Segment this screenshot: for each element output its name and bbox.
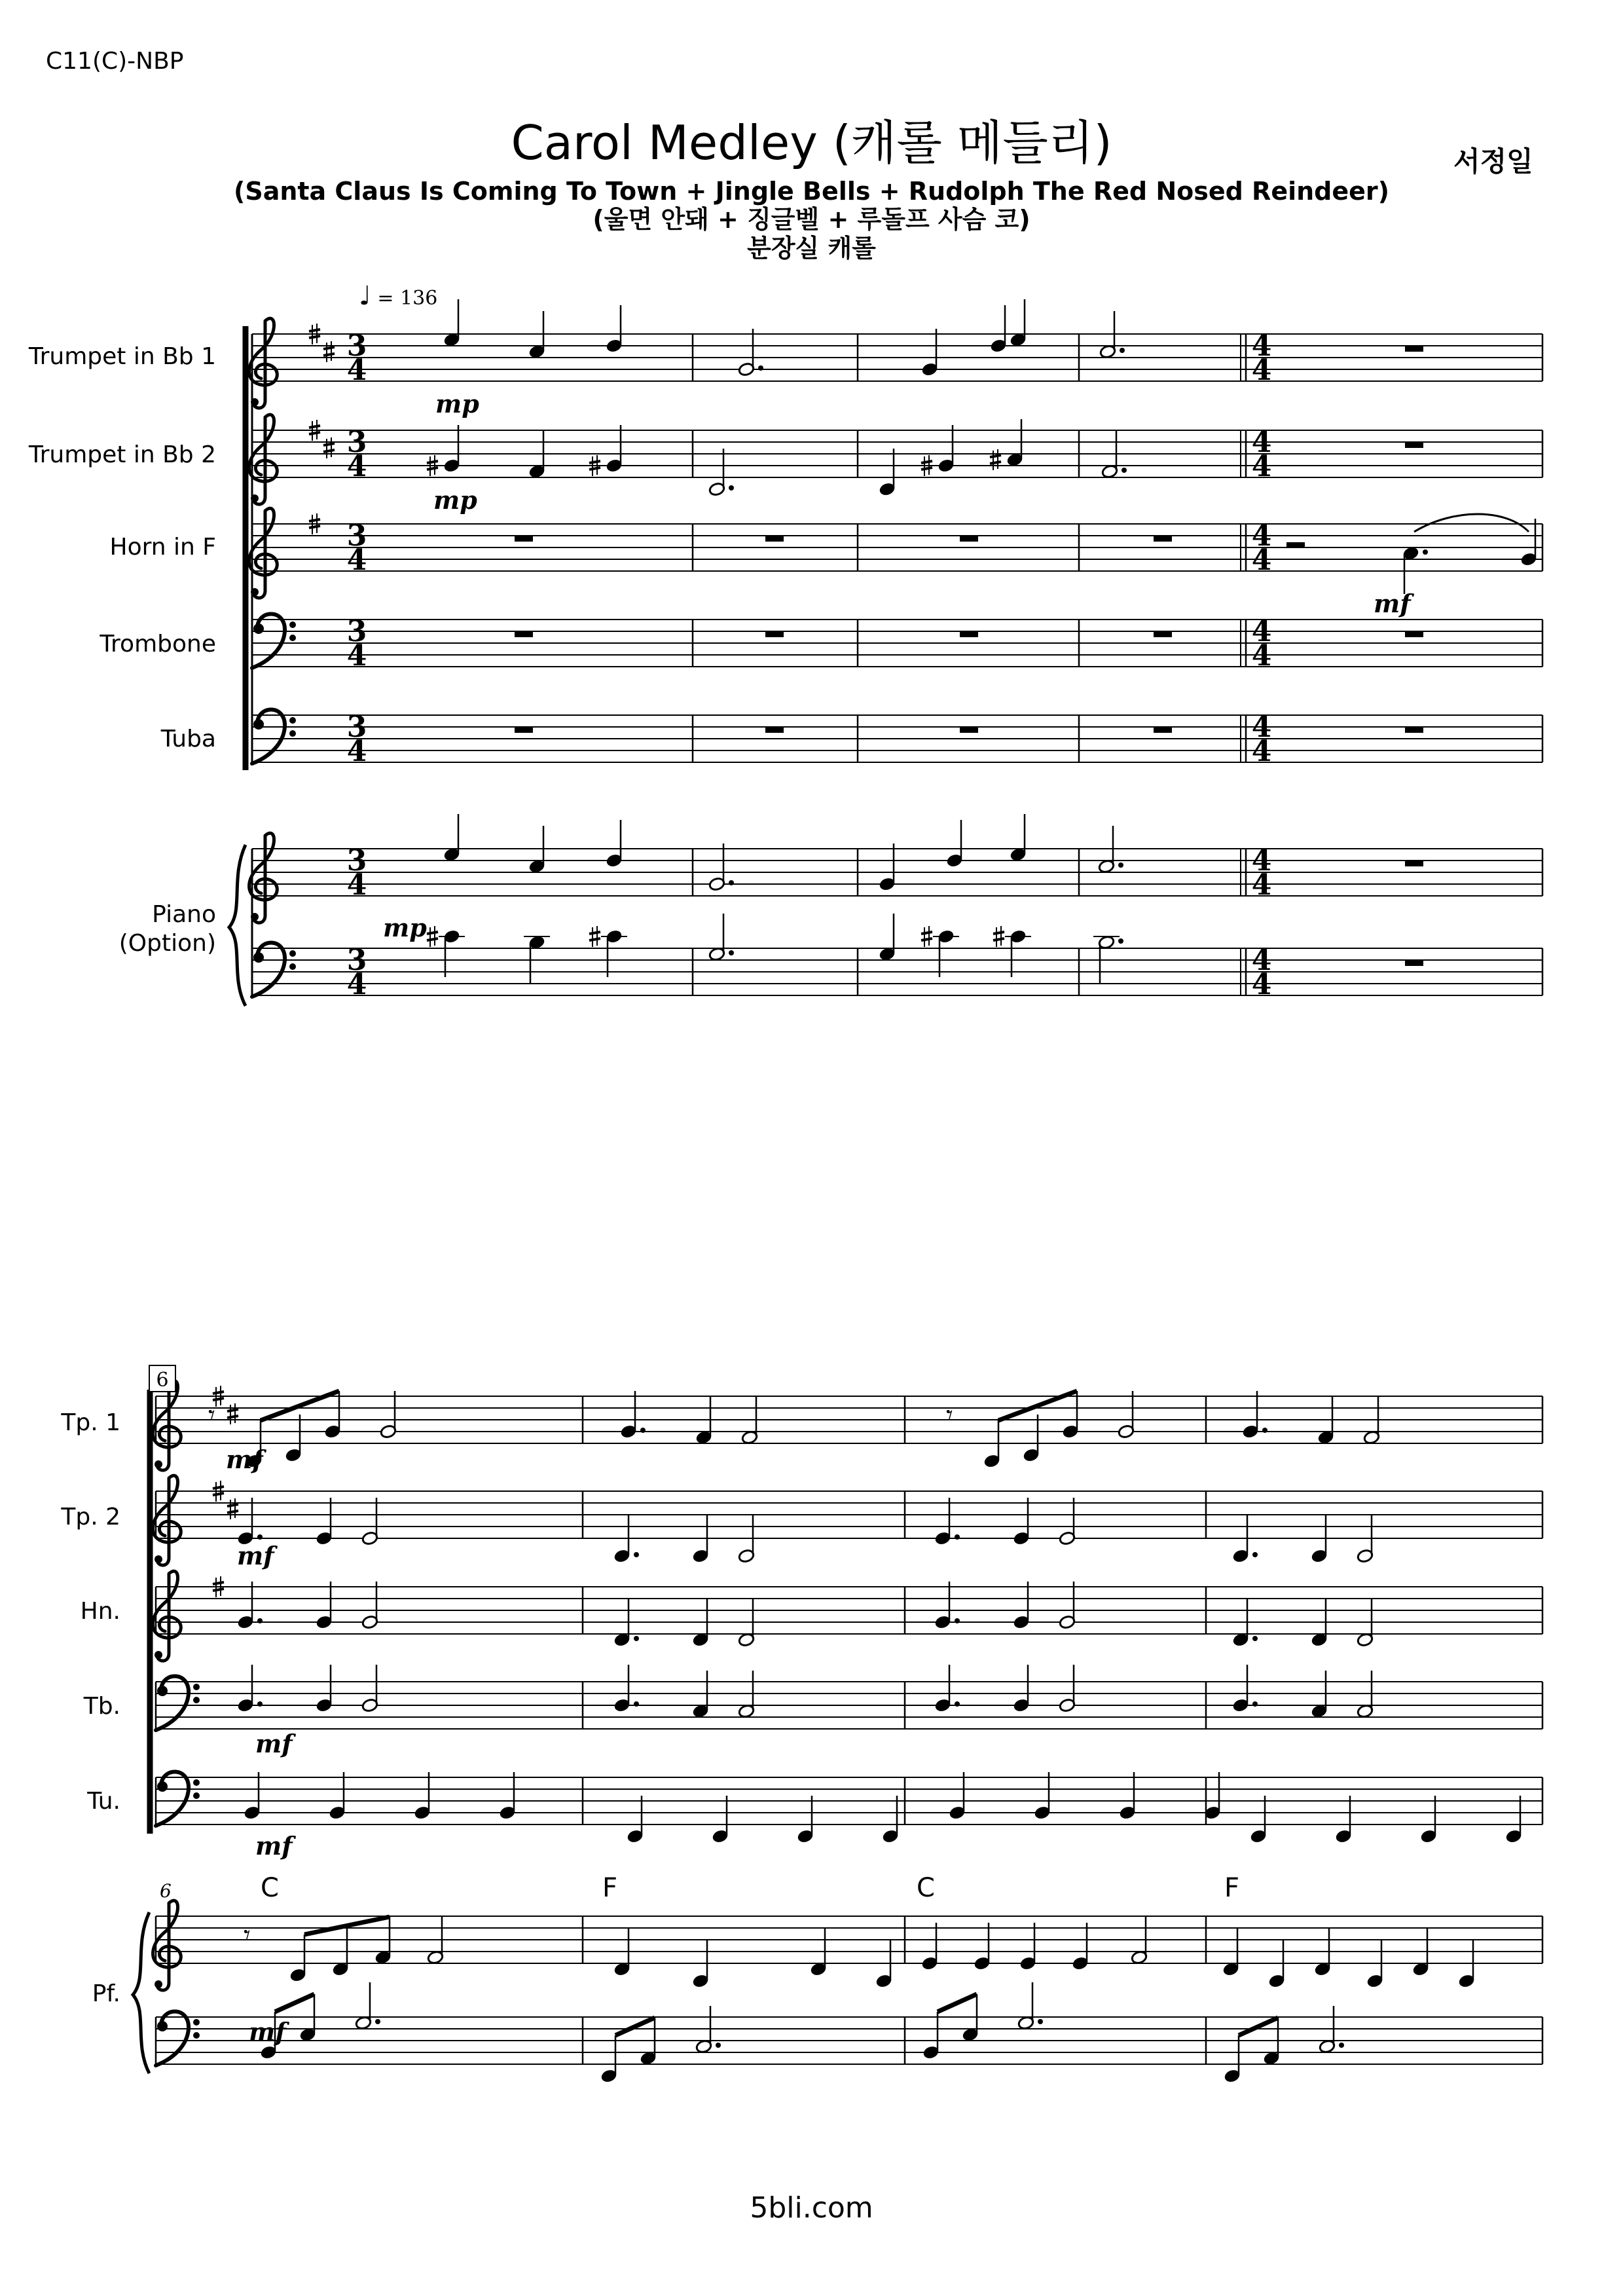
time-signature-bottom: 4 bbox=[1251, 735, 1272, 768]
note bbox=[934, 1582, 960, 1629]
note bbox=[712, 1796, 729, 1843]
note bbox=[1242, 1391, 1267, 1439]
note bbox=[1224, 2035, 1241, 2083]
quarter-note-icon: ♩ bbox=[359, 281, 371, 311]
time-signature-bottom: 4 bbox=[1251, 544, 1272, 577]
rest-icon bbox=[1405, 861, 1423, 866]
note bbox=[1059, 1665, 1076, 1713]
treble-clef-icon bbox=[249, 318, 278, 408]
note bbox=[1010, 299, 1027, 347]
note bbox=[1034, 1772, 1051, 1820]
dynamic-mf: mf bbox=[249, 2017, 286, 2046]
note bbox=[613, 1929, 630, 1976]
note bbox=[1268, 1940, 1285, 1988]
note bbox=[443, 929, 460, 977]
note bbox=[1118, 1391, 1135, 1439]
subtitle-english: (Santa Claus Is Coming To Town + Jingle Bells + Rudolph The Red Nosed Reindeer) bbox=[233, 177, 1390, 206]
note bbox=[1232, 1515, 1258, 1563]
sharp-icon bbox=[323, 341, 335, 362]
note bbox=[361, 1582, 378, 1629]
dynamic-mf: mf bbox=[226, 1445, 263, 1474]
time-signature-top: 4 bbox=[1251, 944, 1272, 977]
sharp-icon bbox=[589, 926, 600, 947]
treble-clef-icon bbox=[153, 1380, 181, 1470]
rest-icon bbox=[1405, 442, 1423, 448]
note bbox=[810, 1929, 827, 1976]
note bbox=[528, 935, 545, 983]
dynamic-mf: mf bbox=[237, 1541, 274, 1570]
rest-icon bbox=[515, 536, 533, 542]
note bbox=[374, 1917, 392, 1965]
time-signature-bottom: 4 bbox=[1251, 868, 1272, 902]
note bbox=[1023, 1415, 1040, 1462]
time-signature-bottom: 4 bbox=[346, 968, 367, 1001]
time-signature-top: 4 bbox=[1251, 844, 1272, 878]
time-signature-top: 4 bbox=[1251, 519, 1272, 553]
note bbox=[316, 1582, 333, 1629]
instrument-short-tp1: Tp. 1 bbox=[61, 1409, 120, 1436]
note bbox=[1059, 1582, 1076, 1629]
note bbox=[528, 311, 545, 359]
slur bbox=[1414, 514, 1529, 532]
note bbox=[1010, 814, 1027, 862]
time-signature-bottom: 4 bbox=[1251, 639, 1272, 673]
note bbox=[1363, 1397, 1380, 1445]
note bbox=[692, 1940, 709, 1988]
instrument-trumpet-2: Trumpet in Bb 2 bbox=[28, 441, 216, 468]
note bbox=[708, 449, 734, 496]
time-signature-top: 4 bbox=[1251, 615, 1272, 648]
note bbox=[879, 914, 896, 961]
time-signature-bottom: 4 bbox=[1251, 450, 1272, 483]
time-signature-bottom: 4 bbox=[346, 354, 367, 387]
note bbox=[1013, 1582, 1030, 1629]
note bbox=[316, 1498, 333, 1546]
note bbox=[921, 329, 938, 377]
note bbox=[1420, 1796, 1437, 1843]
dynamic-mp: mp bbox=[433, 485, 477, 515]
time-signature-bottom: 4 bbox=[1251, 968, 1272, 1001]
subtitle-note: 분장실 캐롤 bbox=[747, 234, 876, 263]
note bbox=[316, 1665, 333, 1713]
sharp-icon bbox=[921, 926, 932, 947]
rest-icon bbox=[1154, 631, 1172, 637]
note bbox=[1232, 1665, 1258, 1713]
time-signature-top: 3 bbox=[346, 519, 367, 553]
note bbox=[237, 1498, 263, 1546]
note bbox=[695, 1397, 712, 1445]
instrument-trumpet-1: Trumpet in Bb 1 bbox=[28, 343, 216, 370]
instrument-short-tp2: Tp. 2 bbox=[61, 1504, 120, 1530]
note bbox=[983, 1420, 1000, 1468]
note bbox=[1505, 1796, 1522, 1843]
instrument-trombone: Trombone bbox=[100, 631, 216, 657]
note bbox=[738, 329, 763, 377]
bass-clef-icon bbox=[252, 710, 296, 764]
composer: 서정일 bbox=[1453, 145, 1533, 177]
note bbox=[741, 1397, 758, 1445]
rest-icon bbox=[765, 631, 784, 637]
bass-clef-icon bbox=[252, 943, 296, 997]
dynamic-mf: mf bbox=[255, 1831, 293, 1861]
note bbox=[361, 1665, 378, 1713]
rest-icon bbox=[1405, 631, 1423, 637]
note bbox=[946, 820, 963, 868]
note bbox=[1250, 1796, 1267, 1843]
sharp-icon bbox=[993, 926, 1004, 947]
instrument-piano: Piano bbox=[152, 901, 216, 928]
note bbox=[1062, 1391, 1079, 1439]
note bbox=[528, 826, 545, 874]
note bbox=[414, 1772, 431, 1820]
bass-clef-icon bbox=[252, 614, 296, 669]
chord-symbol: F bbox=[602, 1873, 618, 1903]
note bbox=[708, 914, 734, 961]
rest-icon bbox=[765, 536, 784, 542]
note bbox=[613, 1665, 639, 1713]
note bbox=[1222, 1929, 1239, 1976]
note bbox=[1357, 1671, 1374, 1718]
note bbox=[1412, 1929, 1429, 1976]
dynamic-mp: mp bbox=[383, 913, 427, 942]
rest-icon bbox=[960, 536, 978, 542]
treble-clef-icon bbox=[153, 1475, 181, 1565]
time-signature-bottom: 4 bbox=[346, 639, 367, 673]
rest-icon bbox=[1405, 727, 1423, 733]
note bbox=[797, 1796, 814, 1843]
time-signature-top: 3 bbox=[346, 329, 367, 363]
note bbox=[1119, 1772, 1136, 1820]
system-2 bbox=[133, 1365, 1542, 2083]
note bbox=[738, 1515, 755, 1563]
piano-brace bbox=[229, 845, 246, 1006]
rest-icon bbox=[515, 727, 533, 733]
note bbox=[882, 1796, 899, 1843]
dynamic-mf: mf bbox=[255, 1729, 293, 1758]
rest-icon bbox=[1405, 960, 1423, 966]
note bbox=[1098, 826, 1123, 874]
note bbox=[1059, 1498, 1076, 1546]
beam bbox=[615, 2018, 655, 2035]
time-signature-bottom: 4 bbox=[346, 868, 367, 902]
instrument-tuba: Tuba bbox=[160, 726, 216, 752]
time-signature-top: 4 bbox=[1251, 329, 1272, 363]
bass-clef-icon bbox=[156, 1676, 200, 1731]
note bbox=[949, 1772, 966, 1820]
sharp-icon bbox=[323, 437, 335, 458]
note bbox=[1458, 1940, 1475, 1988]
dynamic-mp: mp bbox=[435, 389, 479, 418]
note bbox=[1072, 1923, 1089, 1971]
note bbox=[620, 1391, 646, 1439]
note bbox=[324, 1391, 341, 1439]
sharp-icon bbox=[227, 1403, 238, 1424]
time-signature-top: 4 bbox=[1251, 426, 1272, 459]
time-signature-top: 3 bbox=[346, 711, 367, 744]
note bbox=[938, 929, 955, 977]
note bbox=[443, 425, 460, 473]
beam bbox=[275, 1994, 314, 2012]
instrument-short-trombone: Tb. bbox=[83, 1693, 120, 1720]
note bbox=[1319, 2006, 1344, 2054]
note bbox=[332, 1929, 349, 1976]
note bbox=[1131, 1917, 1148, 1965]
note bbox=[738, 1599, 755, 1647]
note bbox=[1314, 1929, 1331, 1976]
eighth-rest-icon: 𝄾 bbox=[946, 1400, 953, 1430]
note bbox=[1357, 1515, 1374, 1563]
note bbox=[627, 1796, 644, 1843]
note bbox=[1013, 1665, 1030, 1713]
footer-site: 5bli.com bbox=[750, 2191, 873, 2225]
note bbox=[879, 843, 896, 891]
note bbox=[1311, 1599, 1328, 1647]
bass-clef-icon bbox=[156, 2012, 200, 2066]
note bbox=[237, 1582, 263, 1629]
rest-icon bbox=[960, 631, 978, 637]
note bbox=[613, 1515, 639, 1563]
score-title: Carol Medley (캐롤 메들리) bbox=[511, 115, 1112, 170]
note bbox=[921, 1923, 938, 1971]
note bbox=[606, 425, 623, 473]
note bbox=[1335, 1796, 1352, 1843]
note bbox=[1101, 431, 1127, 479]
note bbox=[1311, 1671, 1328, 1718]
treble-clef-icon bbox=[249, 415, 278, 504]
note bbox=[1006, 419, 1023, 467]
time-signature-top: 3 bbox=[346, 426, 367, 459]
rest-icon bbox=[765, 727, 784, 733]
tempo-value: = 136 bbox=[377, 287, 438, 310]
time-signature-top: 3 bbox=[346, 615, 367, 648]
note bbox=[708, 843, 734, 891]
time-signature-bottom: 4 bbox=[346, 544, 367, 577]
beam bbox=[938, 1994, 977, 2012]
note bbox=[380, 1391, 397, 1439]
note bbox=[606, 820, 623, 868]
note bbox=[606, 305, 623, 353]
note bbox=[974, 1923, 991, 1971]
note bbox=[427, 1917, 444, 1965]
instrument-horn: Horn in F bbox=[109, 534, 216, 561]
note bbox=[1017, 1982, 1043, 2030]
treble-clef-icon bbox=[153, 1571, 181, 1661]
beam bbox=[1239, 2018, 1278, 2035]
rest-icon bbox=[1154, 536, 1172, 542]
note bbox=[613, 1599, 639, 1647]
piano-measure-number: 6 bbox=[160, 1880, 172, 1902]
note bbox=[244, 1772, 261, 1820]
treble-clef-icon bbox=[249, 833, 278, 923]
note bbox=[1098, 935, 1123, 983]
chord-symbol: C bbox=[917, 1873, 935, 1903]
note bbox=[1099, 311, 1125, 359]
note bbox=[443, 814, 460, 862]
note bbox=[875, 1940, 892, 1988]
note bbox=[692, 1599, 709, 1647]
note bbox=[938, 425, 955, 473]
note bbox=[1317, 1397, 1334, 1445]
page-code: C11(C)-NBP bbox=[46, 48, 184, 75]
note bbox=[289, 1935, 306, 1982]
note bbox=[1357, 1599, 1374, 1647]
note bbox=[600, 2035, 617, 2083]
subtitle-korean: (울면 안돼 + 징글벨 + 루돌프 사슴 코) bbox=[593, 205, 1030, 234]
note bbox=[285, 1415, 302, 1462]
eighth-rest-icon: 𝄾 bbox=[208, 1400, 215, 1430]
note bbox=[1402, 546, 1428, 594]
note bbox=[738, 1671, 755, 1718]
piano-brace bbox=[133, 1912, 149, 2073]
treble-clef-icon bbox=[249, 508, 278, 598]
note bbox=[355, 1982, 380, 2030]
chord-symbol: C bbox=[261, 1873, 279, 1903]
note bbox=[1232, 1599, 1258, 1647]
instrument-short-piano: Pf. bbox=[92, 1980, 120, 2007]
measure-number: 6 bbox=[156, 1369, 169, 1392]
treble-clef-icon bbox=[153, 1900, 181, 1990]
note bbox=[443, 299, 460, 347]
time-signature-bottom: 4 bbox=[1251, 354, 1272, 387]
time-signature-bottom: 4 bbox=[346, 450, 367, 483]
time-signature-top: 4 bbox=[1251, 711, 1272, 744]
note bbox=[692, 1515, 709, 1563]
sharp-icon bbox=[227, 1498, 238, 1519]
note bbox=[695, 2006, 721, 2054]
note bbox=[934, 1498, 960, 1546]
note bbox=[499, 1772, 516, 1820]
note bbox=[692, 1671, 709, 1718]
chord-symbol: F bbox=[1224, 1873, 1240, 1903]
time-signature-top: 3 bbox=[346, 844, 367, 878]
note bbox=[1019, 1923, 1036, 1971]
time-signature-top: 3 bbox=[346, 944, 367, 977]
instrument-short-horn: Hn. bbox=[80, 1598, 120, 1625]
note bbox=[237, 1665, 263, 1713]
instrument-piano-option: (Option) bbox=[119, 930, 216, 957]
system-1 bbox=[229, 299, 1542, 1006]
instrument-short-tuba: Tu. bbox=[87, 1788, 120, 1815]
note bbox=[922, 2012, 939, 2060]
rest-icon bbox=[960, 727, 978, 733]
note bbox=[528, 431, 545, 479]
note bbox=[1311, 1515, 1328, 1563]
note bbox=[1366, 1940, 1383, 1988]
rest-icon bbox=[1154, 727, 1172, 733]
note bbox=[879, 449, 896, 496]
note bbox=[1010, 929, 1027, 977]
sharp-icon bbox=[427, 926, 438, 947]
note bbox=[934, 1665, 960, 1713]
time-signature-bottom: 4 bbox=[346, 735, 367, 768]
note bbox=[990, 305, 1007, 353]
eighth-rest-icon: 𝄾 bbox=[244, 1920, 251, 1950]
rest-icon bbox=[1286, 542, 1305, 548]
note bbox=[329, 1772, 346, 1820]
note bbox=[606, 929, 623, 977]
bass-clef-icon bbox=[156, 1772, 200, 1826]
rest-icon bbox=[1405, 346, 1423, 352]
dynamic-mf: mf bbox=[1374, 589, 1411, 618]
note bbox=[1013, 1498, 1030, 1546]
sharp-icon bbox=[990, 449, 1001, 470]
note bbox=[361, 1498, 378, 1546]
rest-icon bbox=[515, 631, 533, 637]
